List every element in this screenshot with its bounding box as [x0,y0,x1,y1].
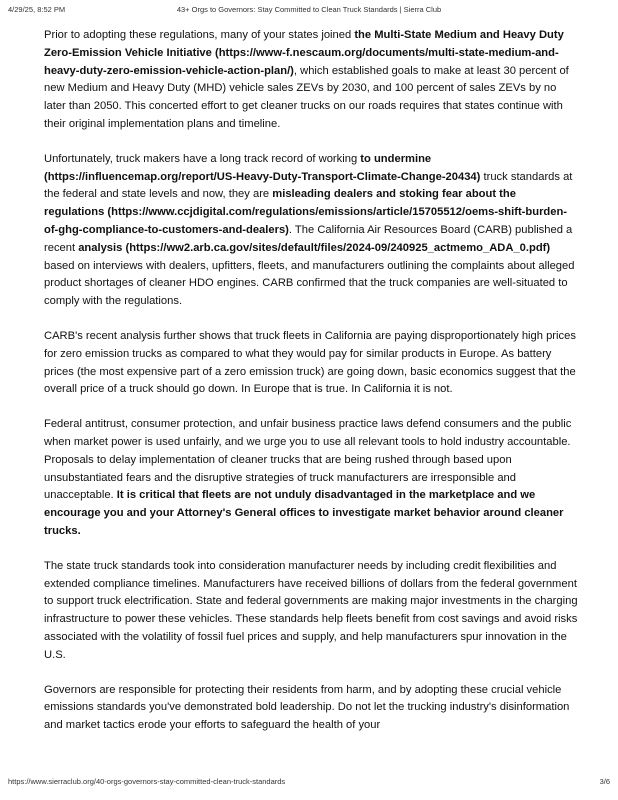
link-misleading-dealers[interactable]: misleading dealers and stoking fear about the regulations (https://www.ccjdigital.com/regulations/emissions/article/15705512/oems-shift-burden-of-ghg-compliance-to-customers-and-dealers) [44,188,568,236]
paragraph-text: Governors are responsible for protecting their residents from harm, and by adopting these crucial vehicle emissions standards you've demonstrated bold leadership. Do not let the trucking industry's disinformation and market tactics erode your efforts to safeguard the health of your [44,683,570,732]
link-undermine[interactable]: to undermine (https://influencemap.org/report/US-Heavy-Duty-Transport-Climate-Change-20434) [44,152,481,183]
paragraph-text: truck standards at the federal and state levels and now, they are [44,170,573,201]
article-body [44,27,578,735]
paragraph-text: Prior to adopting these regulations, many of your states joined [44,29,355,41]
print-page-title: 43+ Orgs to Governors: Stay Committed to Clean Truck Standards | Sierra Club [176,5,442,14]
print-footer [8,777,610,789]
print-datetime: 4/29/25, 8:52 PM [8,5,66,14]
paragraph-text: CARB's recent analysis further shows that truck fleets in California are paying disproportionately high prices for zero emission trucks as compared to what they would pay for similar products in Europe. As battery prices (the most expensive part of a zero emission truck) are going down, basic economics suggest that the overall price of a truck should go down. In Europe that is true. In California it is not. [44,329,576,396]
paragraph-text: based on interviews with dealers, upfitters, fleets, and manufacturers outlining the complaints about alleged product shortages of cleaner HDO engines. CARB confirmed that the truck companies are well-situated to comply with the regulations. [44,259,575,308]
paragraph-text: Unfortunately, truck makers have a long track record of working [44,152,361,165]
paragraph-governors [44,682,578,735]
paragraph-carb-prices [44,328,578,399]
print-page-number: 3/6 [599,777,610,786]
print-url: https://www.sierraclub.org/40-orgs-governors-stay-committed-clean-truck-standards [8,777,286,786]
paragraph-bold-emphasis: It is critical that fleets are not unduly disadvantaged in the marketplace and we encourage you and your Attorney's General offices to investigate market behavior around cleaner trucks. [44,489,564,537]
paragraph-state-standards [44,558,578,665]
paragraph-text: . The California Air Resources Board (CARB) published a recent [44,223,573,254]
link-carb-analysis[interactable]: analysis (https://ww2.arb.ca.gov/sites/default/files/2024-09/240925_actmemo_ADA_0.pdf) [78,241,551,254]
paragraph-text: , which established goals to make at least 30 percent of new Medium and Heavy Duty (MHD) vehicle sales ZEVs by 2030, and 100 percent of sales ZEVs by no later than 2050. This concerted effort to get cleaner trucks on our roads requires that states continue with their original implementation plans and timeline. [44,64,569,130]
paragraph-truck-makers [44,151,578,311]
print-header [8,5,610,17]
paragraph-multistate-initiative [44,27,578,134]
paragraph-antitrust [44,416,578,541]
link-multistate-initiative[interactable]: the Multi-State Medium and Heavy Duty Zero-Emission Vehicle Initiative (https://www-f.nescaum.org/documents/multi-state-medium-and-heavy-duty-zero-emission-vehicle-action-plan/) [44,29,564,77]
paragraph-text: Federal antitrust, consumer protection, and unfair business practice laws defend consumers and the public when market power is used unfairly, and we urge you to use all relevant tools to hold industry accountable. Proposals to delay implementation of cleaner trucks that are being rushed through based upon unsubstantiated fears and the disruptive strategies of truck manufacturers are irresponsible and unacceptable. [44,418,572,502]
paragraph-text: The state truck standards took into consideration manufacturer needs by including credit flexibilities and extended compliance timelines. Manufacturers have received billions of dollars from the federal government to support truck electrification. State and federal governments are making major investments in the charging infrastructure to power these vehicles. These standards help fleets benefit from cost savings and avoid risks associated with the volatility of fossil fuel prices and supply, and help manufacturers spur innovation in the U.S. [44,559,578,661]
